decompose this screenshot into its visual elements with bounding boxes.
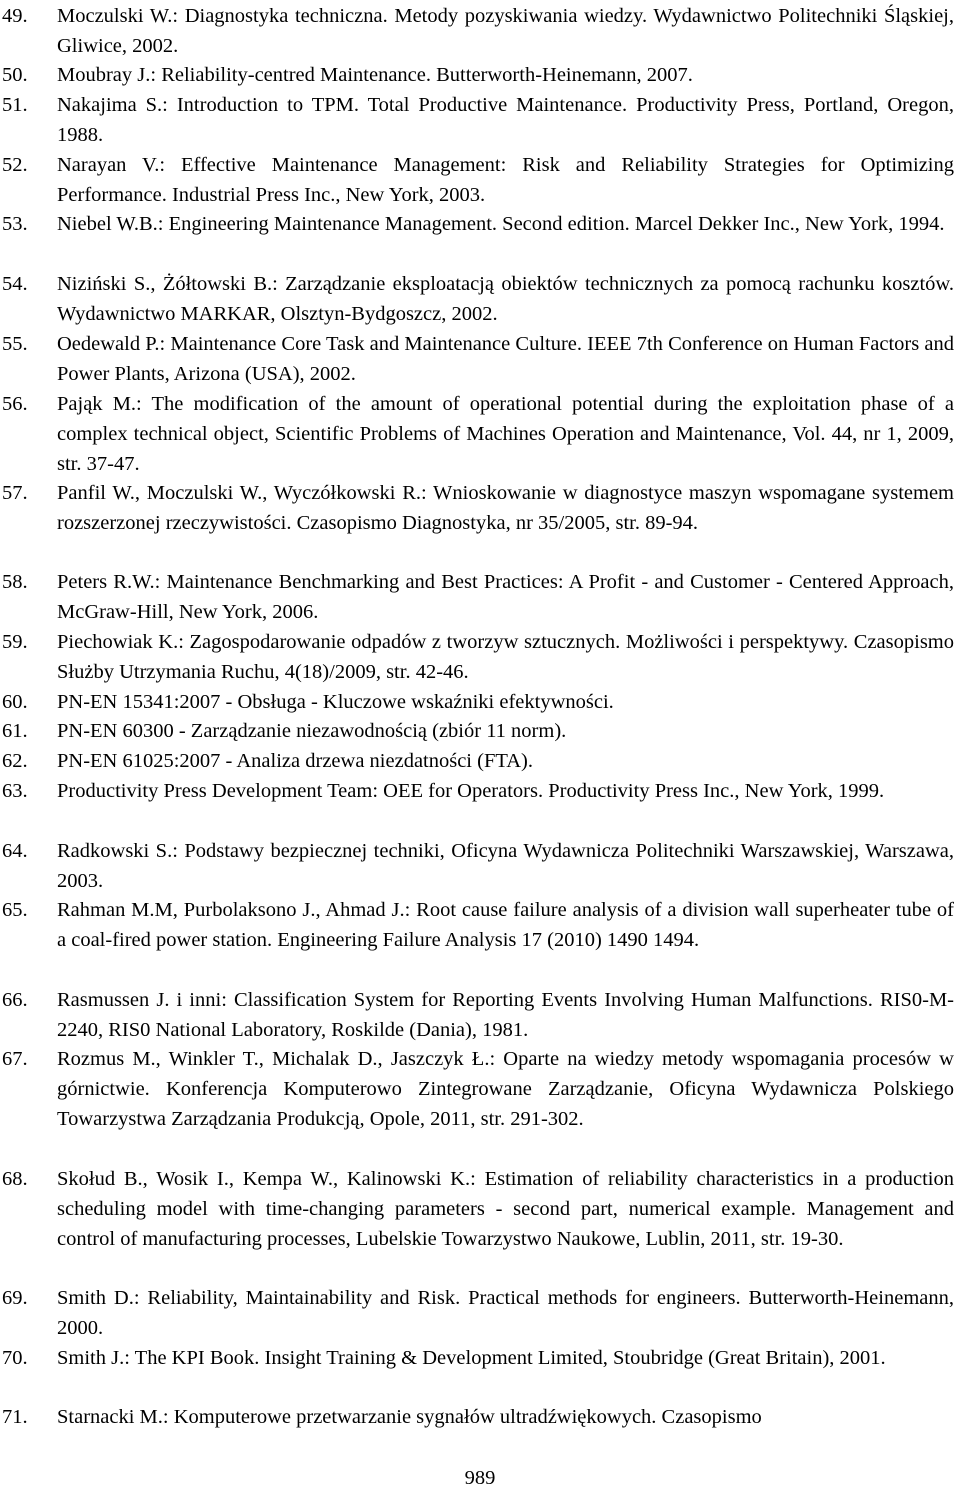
page-number: 989 (464, 1467, 496, 1489)
reference-number: 58. (2, 571, 28, 593)
reference-number: 67. (2, 1048, 28, 1070)
reference-number: 60. (2, 691, 28, 713)
reference-text: Niebel W.B.: Engineering Maintenance Management. Second edition. Marcel Dekker Inc., New York, 1994. (57, 213, 945, 235)
reference-text: Productivity Press Development Team: OEE for Operators. Productivity Press Inc., New York, 1999. (57, 780, 885, 802)
reference-text: PN-EN 61025:2007 - Analiza drzewa niezdatności (FTA). (57, 750, 533, 772)
reference-text: Narayan V.: Effective Maintenance Management: Risk and Reliability Strategies for Optimizing Performance. Industrial Press Inc., New York, 2003. (57, 154, 954, 206)
reference-text: Niziński S., Żółtowski B.: Zarządzanie eksploatacją obiektów technicznych za pomocą rachunku kosztów. Wydawnictwo MARKAR, Olsztyn-Bydgoszcz, 2002. (57, 273, 954, 325)
reference-text: PN-EN 60300 - Zarządzanie niezawodnością (zbiór 11 norm). (57, 720, 567, 742)
reference-number: 50. (2, 64, 28, 86)
reference-number: 62. (2, 750, 28, 772)
reference-number: 49. (2, 5, 28, 27)
reference-number: 66. (2, 989, 28, 1011)
reference-text: Oedewald P.: Maintenance Core Task and Maintenance Culture. IEEE 7th Conference on Human Factors and Power Plants, Arizona (USA), 2002. (57, 333, 954, 385)
reference-number: 71. (2, 1406, 28, 1428)
reference-number: 65. (2, 899, 28, 921)
reference-number: 59. (2, 631, 28, 653)
reference-number: 55. (2, 333, 28, 355)
reference-number: 68. (2, 1168, 28, 1190)
reference-number: 51. (2, 94, 28, 116)
reference-text: Pająk M.: The modification of the amount of operational potential during the exploitation phase of a complex technical object, Scientific Problems of Machines Operation and Maintenance, Vol. 44, nr 1, 2009, str. 37-47. (57, 393, 954, 475)
reference-number: 69. (2, 1287, 28, 1309)
reference-number: 53. (2, 213, 28, 235)
reference-text: Rozmus M., Winkler T., Michalak D., Jaszczyk Ł.: Oparte na wiedzy metody wspomagania procesów w górnictwie. Konferencja Komputerowo Zintegrowane Zarządzanie, Oficyna Wydawnicza Polskiego Towarzystwa Zarządzania Produkcją, Opole, 2011, str. 291-302. (57, 1048, 954, 1130)
reference-text: Smith J.: The KPI Book. Insight Training & Development Limited, Stoubridge (Great Britain), 2001. (57, 1347, 886, 1369)
reference-text: Panfil W., Moczulski W., Wyczółkowski R.: Wnioskowanie w diagnostyce maszyn wspomagane systemem rozszerzonej rzeczywistości. Czasopismo Diagnostyka, nr 35/2005, str. 89-94. (57, 482, 954, 534)
reference-text: Peters R.W.: Maintenance Benchmarking and Best Practices: A Profit - and Customer - Centered Approach, McGraw-Hill, New York, 2006. (57, 571, 954, 623)
reference-text: Piechowiak K.: Zagospodarowanie odpadów z tworzyw sztucznych. Możliwości i perspektywy. Czasopismo Służby Utrzymania Ruchu, 4(18)/2009, str. 42-46. (57, 631, 954, 683)
reference-number: 63. (2, 780, 28, 802)
reference-text: Rasmussen J. i inni: Classification System for Reporting Events Involving Human Malfunctions. RIS0-M-2240, RIS0 National Laboratory, Roskilde (Dania), 1981. (57, 989, 954, 1041)
reference-text: Nakajima S.: Introduction to TPM. Total Productive Maintenance. Productivity Press, Portland, Oregon, 1988. (57, 94, 954, 146)
reference-number: 52. (2, 154, 28, 176)
reference-text: Starnacki M.: Komputerowe przetwarzanie sygnałów ultradźwiękowych. Czasopismo (57, 1406, 762, 1428)
reference-number: 70. (2, 1347, 28, 1369)
reference-number: 57. (2, 482, 28, 504)
reference-text: PN-EN 15341:2007 - Obsługa - Kluczowe wskaźniki efektywności. (57, 691, 614, 713)
reference-number: 54. (2, 273, 28, 295)
reference-text: Moubray J.: Reliability-centred Maintenance. Butterworth-Heinemann, 2007. (57, 64, 693, 86)
reference-text: Radkowski S.: Podstawy bezpiecznej techniki, Oficyna Wydawnicza Politechniki Warszawskiej, Warszawa, 2003. (57, 840, 954, 892)
reference-text: Moczulski W.: Diagnostyka techniczna. Metody pozyskiwania wiedzy. Wydawnictwo Politechniki Śląskiej, Gliwice, 2002. (57, 5, 954, 57)
reference-text: Skołud B., Wosik I., Kempa W., Kalinowski K.: Estimation of reliability characteristics in a production scheduling model with time-changing parameters - second part, numerical example. Management and control of manufacturing processes, Lubelskie Towarzystwo Naukowe, Lublin, 2011, str. 19-30. (57, 1168, 954, 1250)
reference-number: 61. (2, 720, 28, 742)
reference-text: Rahman M.M, Purbolaksono J., Ahmad J.: Root cause failure analysis of a division wall superheater tube of a coal-fired power station. Engineering Failure Analysis 17 (2010) 1490 1494. (57, 899, 954, 951)
reference-text: Smith D.: Reliability, Maintainability and Risk. Practical methods for engineers. Butterworth-Heinemann, 2000. (57, 1287, 954, 1339)
reference-number: 56. (2, 393, 28, 415)
reference-number: 64. (2, 840, 28, 862)
